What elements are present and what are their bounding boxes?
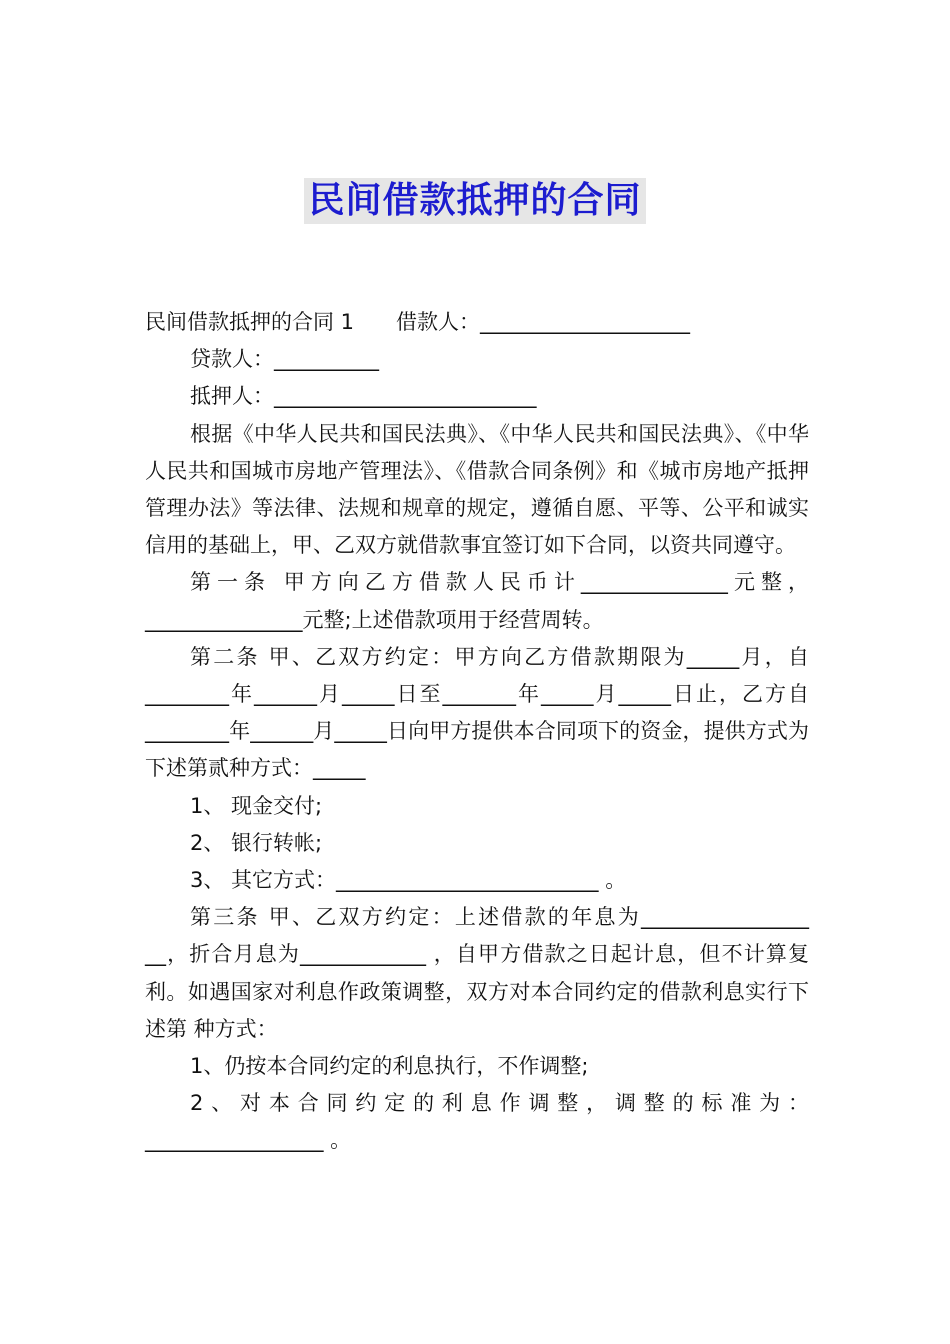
article-1: 第一条 甲方向乙方借款人民币计______________元整，_______________元整;上述借款项用于经营周转。	[145, 570, 809, 632]
interest-option-1: 1、仍按本合同约定的利息执行，不作调整;	[190, 1054, 589, 1079]
lender-line: 贷款人：__________	[190, 347, 379, 372]
document-title: 民间借款抵押的合同	[304, 178, 645, 224]
mortgagor-line: 抵押人：_________________________	[190, 384, 537, 409]
title-container	[0, 178, 950, 224]
interest-option-2: 2、对本合同约定的利息作调整，调整的标准为：_________________ 。	[145, 1091, 809, 1153]
payment-option-1: 1、 现金交付;	[190, 793, 323, 818]
payment-option-2: 2、 银行转帐;	[190, 830, 323, 855]
contract-heading-borrower-line: 民间借款抵押的合同 1 借款人：____________________	[145, 310, 691, 334]
article-2: 第二条 甲、乙双方约定：甲方向乙方借款期限为_____月，自________年______月_____日至_______年_____月_____日止，乙方自________年______月_____日向甲方提供本合同项下的资金，提供方式为下述第贰种方式：_____	[145, 644, 809, 781]
article-3: 第三条 甲、乙双方约定：上述借款的年息为________________ __，折合月息为____________ ，自甲方借款之日起计息，但不计算复利。如遇国家对利息作政策调整，双方对本合同约定的借款利息实行下述第 种方式：	[145, 905, 809, 1041]
document-body	[145, 304, 809, 1160]
preamble-paragraph: 根据《中华人民共和国民法典》、《中华人民共和国民法典》、《中华人民共和国城市房地产管理法》、《借款合同条例》和《城市房地产抵押管理办法》等法律、法规和规章的规定，遵循自愿、平等、公平和诚实信用的基础上，甲、乙双方就借款事宜签订如下合同，以资共同遵守。	[145, 421, 809, 558]
payment-option-3: 3、 其它方式：_________________________ 。	[190, 868, 627, 893]
